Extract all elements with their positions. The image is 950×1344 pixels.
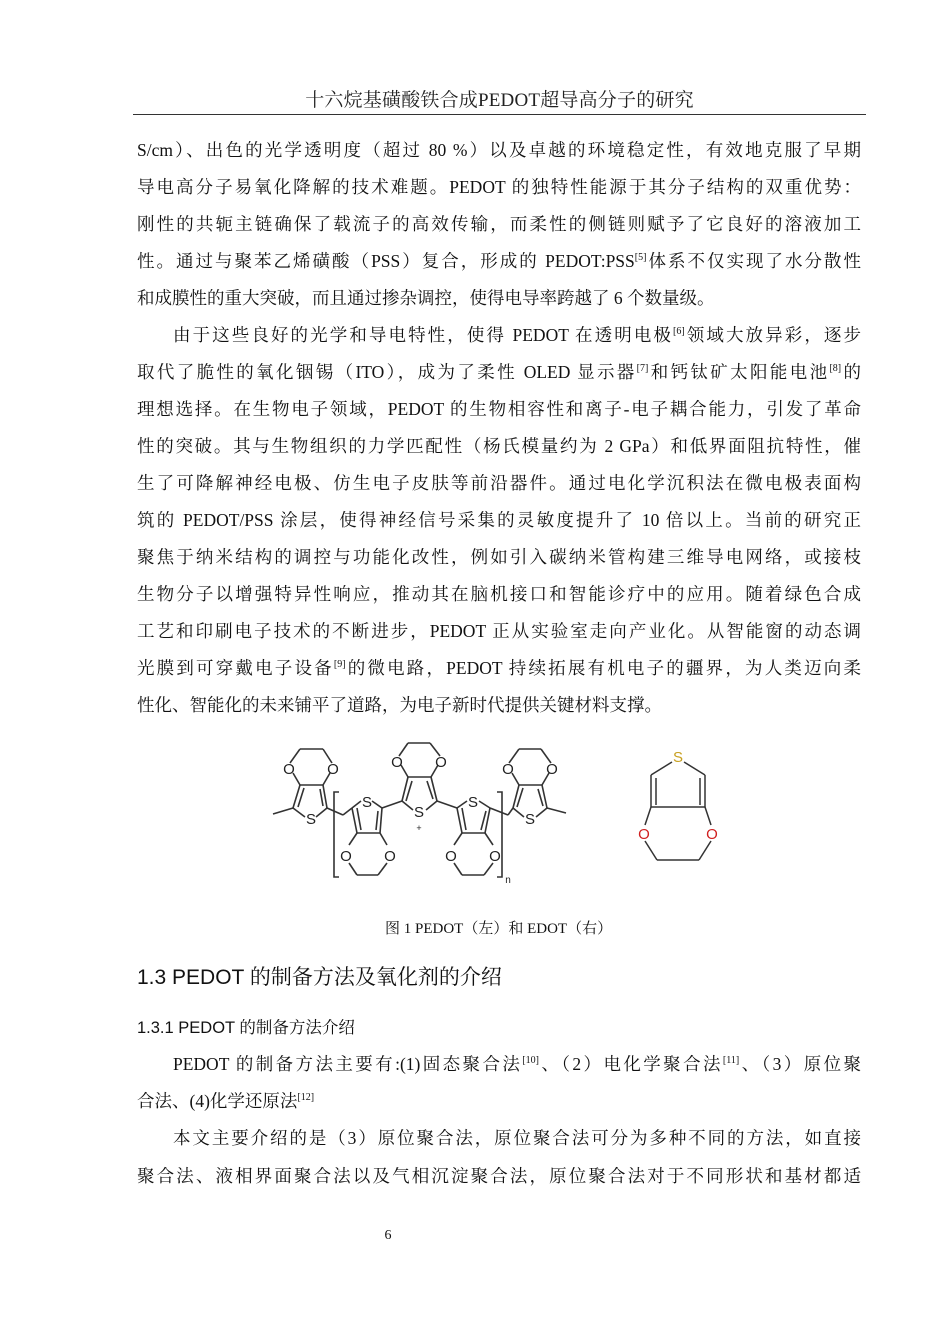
citation-ref: [7]	[636, 363, 649, 374]
paragraph-line: 性的突破。其与生物组织的力学匹配性（杨氏模量约为 2 GPa）和低界面阻抗特性，催	[137, 436, 861, 456]
paragraph-line	[137, 360, 861, 384]
text-segment: 光膜到可穿戴电子设备	[137, 658, 334, 678]
paragraph-line: 筑的 PEDOT/PSS 涂层，使得神经信号采集的灵敏度提升了 10 倍以上。当前的研究正	[137, 510, 861, 530]
atom-label: S	[467, 794, 479, 811]
subsection-heading: 1.3.1 PEDOT 的制备方法介绍	[137, 1019, 355, 1037]
repeat-subscript: n	[505, 875, 511, 886]
atom-label: O	[340, 848, 352, 865]
paragraph-line: 聚合法、液相界面聚合法以及气相沉淀聚合法，原位聚合法对于不同形状和基材都适	[137, 1166, 861, 1186]
atom-label: O	[384, 848, 396, 865]
text-segment: 、（2）电化学聚合法	[538, 1054, 723, 1074]
atom-label: O	[502, 761, 514, 778]
paragraph-line	[173, 1052, 861, 1076]
atom-label: S	[305, 811, 317, 828]
paragraph-line: 导电高分子易氧化降解的技术难题。PEDOT 的独特性能源于其分子结构的双重优势：	[137, 177, 861, 197]
paragraph-line: 本文主要介绍的是（3）原位聚合法，原位聚合法可分为多种不同的方法，如直接	[173, 1128, 861, 1148]
atom-label-sulfur: S	[672, 749, 684, 766]
section-heading: 1.3 PEDOT 的制备方法及氧化剂的介绍	[137, 966, 502, 989]
atom-label-oxygen: O	[706, 826, 718, 843]
atom-label: S	[524, 811, 536, 828]
citation-ref: [5]	[634, 252, 647, 263]
paragraph-line: 聚焦于纳米结构的调控与功能化改性，例如引入碳纳米管构建三维导电网络，或接枝	[137, 547, 861, 567]
paragraph-line	[137, 1089, 861, 1113]
citation-ref: [10]	[522, 1055, 539, 1066]
chemical-structure-diagram	[265, 735, 735, 895]
header-rule	[133, 114, 866, 115]
text-segment: 体系不仅实现了水分散性	[646, 251, 861, 271]
figure-caption: 图 1 PEDOT（左）和 EDOT（右）	[385, 921, 613, 937]
running-header: 十六烷基磺酸铁合成PEDOT超导高分子的研究	[305, 90, 694, 111]
paragraph-line: 工艺和印刷电子技术的不断进步，PEDOT 正从实验室走向产业化。从智能窗的动态调	[137, 621, 861, 641]
atom-label: O	[435, 754, 447, 771]
paragraph-line: 理想选择。在生物电子领域，PEDOT 的生物相容性和离子-电子耦合能力，引发了革命	[137, 399, 861, 419]
text-segment: 性。通过与聚苯乙烯磺酸（PSS）复合，形成的 PEDOT:PSS	[137, 251, 635, 271]
atom-label: S	[361, 794, 373, 811]
charge-label: +	[416, 823, 422, 833]
text-segment: 和钙钛矿太阳能电池	[648, 362, 830, 382]
citation-ref: [11]	[722, 1055, 740, 1066]
citation-ref: [6]	[673, 326, 685, 337]
paragraph-line: 刚性的共轭主链确保了载流子的高效传输，而柔性的侧链则赋予了它良好的溶液加工	[137, 214, 861, 234]
text-segment: 的微电路，PEDOT 持续拓展有机电子的疆界，为人类迈向柔	[345, 658, 861, 678]
pedot-structure	[273, 743, 566, 886]
page-number: 6	[384, 1228, 392, 1243]
paragraph-line: 性化、智能化的未来铺平了道路，为电子新时代提供关键材料支撑。	[137, 695, 662, 715]
paragraph-line: 生物分子以增强特异性响应，推动其在脑机接口和智能诊疗中的应用。随着绿色合成	[137, 584, 861, 604]
edot-structure	[638, 749, 718, 860]
atom-label: O	[327, 761, 339, 778]
text-segment: PEDOT 的制备方法主要有:(1)固态聚合法	[173, 1054, 523, 1074]
atom-label: O	[445, 848, 457, 865]
text-segment: 取代了脆性的氧化铟锡（ITO），成为了柔性 OLED 显示器	[137, 362, 637, 382]
citation-ref: [8]	[829, 363, 842, 374]
citation-ref: [9]	[333, 659, 346, 670]
atom-label: O	[489, 848, 501, 865]
paragraph-line: 生了可降解神经电极、仿生电子皮肤等前沿器件。通过电化学沉积法在微电极表面构	[137, 473, 861, 493]
atom-label-oxygen: O	[638, 826, 650, 843]
paragraph-line	[137, 249, 861, 273]
citation-ref: [12]	[297, 1092, 315, 1103]
text-segment: 合法、(4)化学还原法	[137, 1091, 298, 1111]
atom-label: O	[546, 761, 558, 778]
text-segment: 、（3）原位聚	[739, 1054, 861, 1074]
figure-pedot-edot	[265, 735, 735, 895]
paragraph-line	[173, 323, 861, 347]
atom-label: S	[413, 804, 425, 821]
text-segment: 的	[841, 362, 862, 382]
paragraph-line	[137, 656, 861, 680]
text-segment: 由于这些良好的光学和导电特性，使得 PEDOT 在透明电极	[173, 325, 674, 345]
atom-label: O	[391, 754, 403, 771]
paragraph-line: 和成膜性的重大突破，而且通过掺杂调控，使得电导率跨越了 6 个数量级。	[137, 288, 715, 308]
paragraph-line: S/cm）、出色的光学透明度（超过 80 %）以及卓越的环境稳定性，有效地克服了早期	[137, 140, 861, 160]
atom-label: O	[283, 761, 295, 778]
text-segment: 领域大放异彩，逐步	[684, 325, 862, 345]
